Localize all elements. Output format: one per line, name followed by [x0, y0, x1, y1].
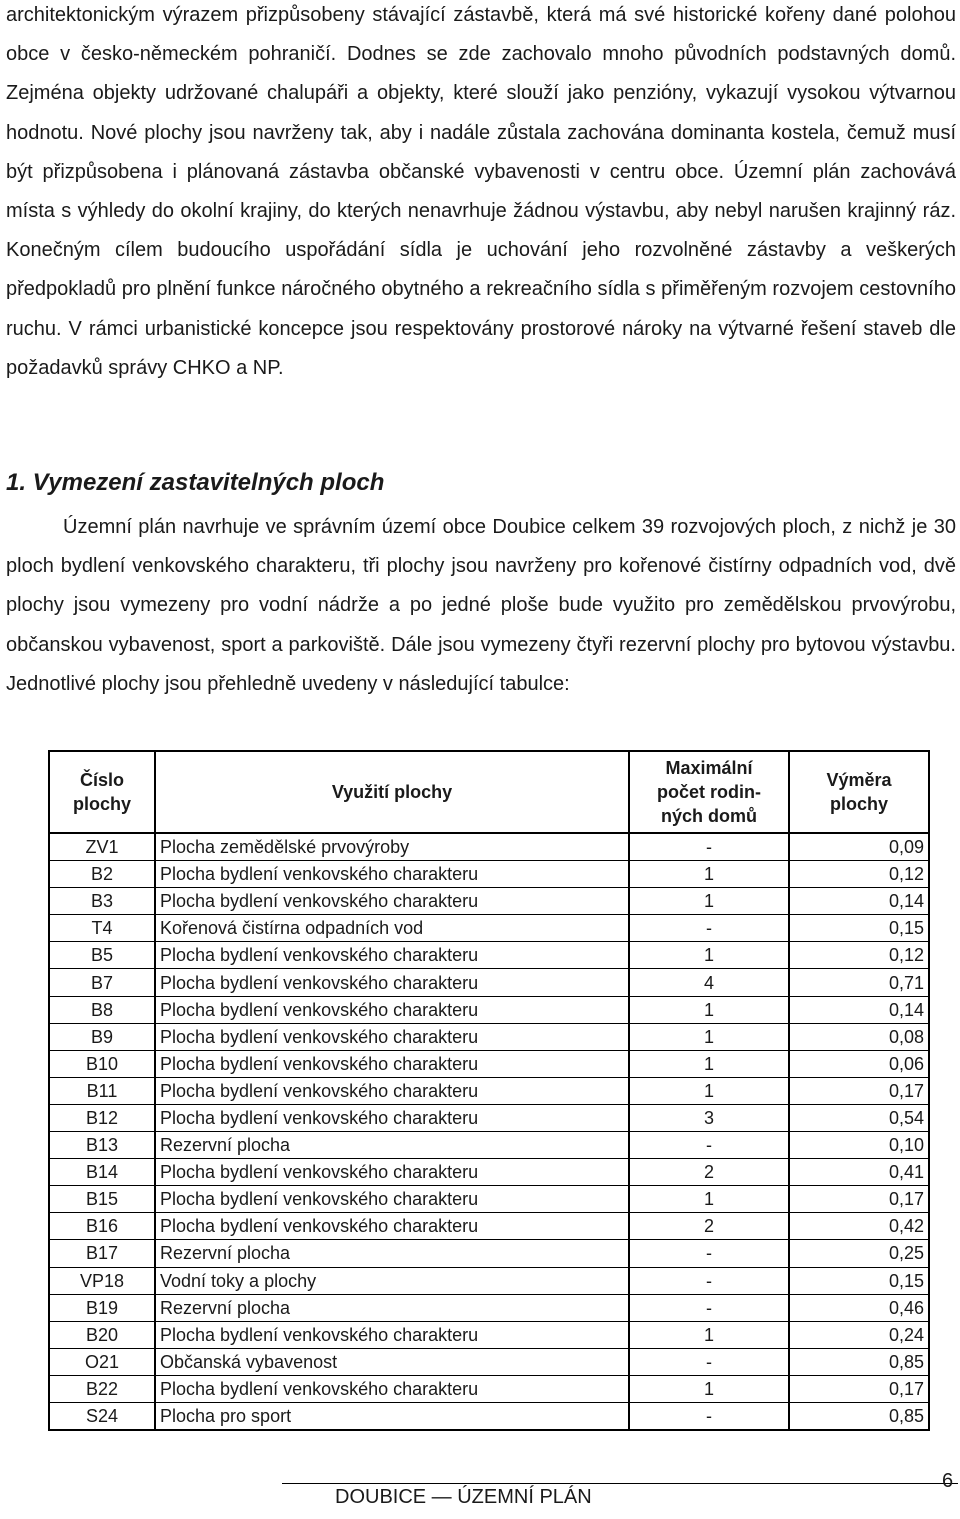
cell-cislo: B16	[49, 1213, 155, 1240]
cell-pocet: 2	[629, 1213, 789, 1240]
header-cislo-line1: Číslo	[79, 770, 124, 790]
cell-vymera: 0,46	[789, 1294, 929, 1321]
cell-vyuziti: Plocha pro sport	[155, 1402, 629, 1430]
table-row	[49, 1348, 929, 1375]
cell-vymera: 0,09	[789, 833, 929, 861]
cell-vyuziti: Plocha bydlení venkovského charakteru	[155, 1159, 629, 1186]
cell-pocet: 3	[629, 1104, 789, 1131]
cell-vymera: 0,14	[789, 888, 929, 915]
cell-cislo: B11	[49, 1077, 155, 1104]
table-row	[49, 1294, 929, 1321]
cell-cislo: B8	[49, 996, 155, 1023]
table-row	[49, 888, 929, 915]
cell-cislo: B7	[49, 969, 155, 996]
table-row	[49, 1213, 929, 1240]
cell-vymera: 0,17	[789, 1186, 929, 1213]
table-row	[49, 1077, 929, 1104]
table-header-row	[49, 751, 929, 833]
cell-vyuziti: Plocha bydlení venkovského charakteru	[155, 1186, 629, 1213]
cell-pocet: 1	[629, 1321, 789, 1348]
header-pocet	[629, 751, 789, 833]
cell-vyuziti: Kořenová čistírna odpadních vod	[155, 915, 629, 942]
cell-vymera: 0,54	[789, 1104, 929, 1131]
cell-cislo: B9	[49, 1023, 155, 1050]
cell-vymera: 0,14	[789, 996, 929, 1023]
header-pocet-line1: Maximální	[665, 758, 753, 778]
header-vymera-line2: plochy	[829, 794, 888, 814]
cell-pocet: 4	[629, 969, 789, 996]
table-row	[49, 1240, 929, 1267]
table-row	[49, 861, 929, 888]
header-pocet-line2: počet rodin-	[657, 782, 761, 802]
cell-vymera: 0,25	[789, 1240, 929, 1267]
cell-cislo: VP18	[49, 1267, 155, 1294]
cell-pocet: -	[629, 1240, 789, 1267]
header-pocet-line3: ných domů	[660, 806, 757, 826]
cell-vymera: 0,24	[789, 1321, 929, 1348]
cell-cislo: O21	[49, 1348, 155, 1375]
table-row	[49, 1402, 929, 1430]
cell-cislo: B12	[49, 1104, 155, 1131]
header-vyuziti	[155, 751, 629, 833]
cell-cislo: B3	[49, 888, 155, 915]
cell-vymera: 0,15	[789, 915, 929, 942]
cell-pocet: 1	[629, 1186, 789, 1213]
table-row	[49, 1375, 929, 1402]
table-row	[49, 969, 929, 996]
cell-vyuziti: Plocha zemědělské prvovýroby	[155, 833, 629, 861]
cell-vyuziti: Rezervní plocha	[155, 1132, 629, 1159]
cell-vyuziti: Rezervní plocha	[155, 1294, 629, 1321]
footer-divider	[282, 1483, 958, 1484]
header-cislo	[49, 751, 155, 833]
cell-pocet: -	[629, 1132, 789, 1159]
header-vymera	[789, 751, 929, 833]
cell-pocet: 2	[629, 1159, 789, 1186]
cell-vyuziti: Plocha bydlení venkovského charakteru	[155, 1104, 629, 1131]
table-row	[49, 1321, 929, 1348]
cell-vyuziti: Plocha bydlení venkovského charakteru	[155, 1321, 629, 1348]
cell-pocet: -	[629, 833, 789, 861]
cell-pocet: 1	[629, 942, 789, 969]
table-row	[49, 1050, 929, 1077]
cell-vymera: 0,06	[789, 1050, 929, 1077]
cell-pocet: -	[629, 1267, 789, 1294]
cell-vymera: 0,15	[789, 1267, 929, 1294]
cell-cislo: B22	[49, 1375, 155, 1402]
cell-vyuziti: Plocha bydlení venkovského charakteru	[155, 942, 629, 969]
cell-cislo: B5	[49, 942, 155, 969]
cell-vymera: 0,42	[789, 1213, 929, 1240]
body-paragraph-section-text: Územní plán navrhuje ve správním území obce Doubice celkem 39 rozvojových ploch, z nichž je 30 ploch bydlení venkovského charakteru, tři plochy jsou navrženy pro kořenové čistírny odpadních vod, dvě plochy jsou vymezeny pro vodní nádrže a po jedné ploše bude využito pro zemědělskou prvovýrobu, občanskou vybavenost, sport a parkoviště. Dále jsou vymezeny čtyři rezervní plochy pro bytovou výstavbu. Jednotlivé plochy jsou přehledně uvedeny v následující tabulce:	[6, 516, 956, 695]
cell-cislo: B17	[49, 1240, 155, 1267]
cell-cislo: B14	[49, 1159, 155, 1186]
header-cislo-line2: plochy	[72, 794, 131, 814]
header-vyuziti-text: Využití plochy	[331, 782, 453, 802]
header-vymera-line1: Výměra	[826, 770, 892, 790]
cell-cislo: T4	[49, 915, 155, 942]
cell-vymera: 0,10	[789, 1132, 929, 1159]
body-paragraph-intro: architektonickým výrazem přizpůsobeny stávající zástavbě, která má své historické kořeny dané polohou obce v česko-německém pohraničí. Dodnes se zde zachovalo mnoho původních podstavných domů. Zejména objekty udržované chalupáři a objekty, které slouží jako penzióny, vykazují vysokou výtvarnou hodnotu. Nové plochy jsou navrženy tak, aby i nadále zůstala zachována dominanta kostela, čemuž musí být přizpůsobena i plánovaná zástavba občanské vybavenosti v centru obce. Územní plán zachovává místa s výhledy do okolní krajiny, do kterých nenavrhuje žádnou výstavbu, aby nebyl narušen krajinný ráz. Konečným cílem budoucího uspořádání sídla je uchování jeho rozvolněné zástavby a veškerých předpokladů pro plnění funkce náročného obytného a rekreačního sídla s přiměřeným rozvojem cestovního ruchu. V rámci urbanistické koncepce jsou respektovány prostorové nároky na výtvarné řešení staveb dle požadavků správy CHKO a NP.	[6, 4, 956, 379]
footer-title: DOUBICE — ÚZEMNÍ PLÁN	[335, 1486, 592, 1508]
cell-cislo: B2	[49, 861, 155, 888]
table-row	[49, 915, 929, 942]
cell-pocet: 1	[629, 996, 789, 1023]
cell-pocet: 1	[629, 1050, 789, 1077]
cell-vymera: 0,85	[789, 1348, 929, 1375]
cell-pocet: -	[629, 1294, 789, 1321]
cell-vymera: 0,12	[789, 861, 929, 888]
table-row	[49, 1132, 929, 1159]
cell-pocet: 1	[629, 1023, 789, 1050]
cell-vyuziti: Plocha bydlení venkovského charakteru	[155, 1077, 629, 1104]
cell-vymera: 0,12	[789, 942, 929, 969]
cell-vymera: 0,17	[789, 1077, 929, 1104]
cell-pocet: -	[629, 1348, 789, 1375]
cell-vyuziti: Plocha bydlení venkovského charakteru	[155, 1023, 629, 1050]
cell-vyuziti: Plocha bydlení venkovského charakteru	[155, 1375, 629, 1402]
cell-cislo: B19	[49, 1294, 155, 1321]
cell-cislo: B13	[49, 1132, 155, 1159]
table-row	[49, 1267, 929, 1294]
table-row	[49, 942, 929, 969]
cell-cislo: B15	[49, 1186, 155, 1213]
cell-vyuziti: Plocha bydlení venkovského charakteru	[155, 1050, 629, 1077]
table-row	[49, 1159, 929, 1186]
cell-vyuziti: Rezervní plocha	[155, 1240, 629, 1267]
table-row	[49, 1104, 929, 1131]
cell-pocet: -	[629, 915, 789, 942]
cell-vyuziti: Plocha bydlení venkovského charakteru	[155, 861, 629, 888]
cell-pocet: 1	[629, 1077, 789, 1104]
cell-cislo: B10	[49, 1050, 155, 1077]
cell-cislo: B20	[49, 1321, 155, 1348]
cell-pocet: 1	[629, 861, 789, 888]
cell-vyuziti: Vodní toky a plochy	[155, 1267, 629, 1294]
cell-vymera: 0,85	[789, 1402, 929, 1430]
cell-cislo: ZV1	[49, 833, 155, 861]
body-paragraph-section	[6, 508, 956, 704]
cell-vymera: 0,08	[789, 1023, 929, 1050]
cell-vymera: 0,17	[789, 1375, 929, 1402]
cell-pocet: -	[629, 1402, 789, 1430]
page-number: 6	[942, 1470, 954, 1492]
cell-vyuziti: Plocha bydlení venkovského charakteru	[155, 969, 629, 996]
cell-vymera: 0,41	[789, 1159, 929, 1186]
cell-cislo: S24	[49, 1402, 155, 1430]
table-body	[49, 833, 929, 1430]
table-row	[49, 1023, 929, 1050]
table-row	[49, 1186, 929, 1213]
cell-pocet: 1	[629, 1375, 789, 1402]
table-row	[49, 833, 929, 861]
cell-vyuziti: Plocha bydlení venkovského charakteru	[155, 1213, 629, 1240]
table-row	[49, 996, 929, 1023]
cell-vyuziti: Občanská vybavenost	[155, 1348, 629, 1375]
areas-table	[48, 750, 930, 1431]
cell-vymera: 0,71	[789, 969, 929, 996]
cell-vyuziti: Plocha bydlení venkovského charakteru	[155, 888, 629, 915]
cell-vyuziti: Plocha bydlení venkovského charakteru	[155, 996, 629, 1023]
cell-pocet: 1	[629, 888, 789, 915]
section-heading: 1. Vymezení zastavitelných ploch	[6, 469, 385, 496]
